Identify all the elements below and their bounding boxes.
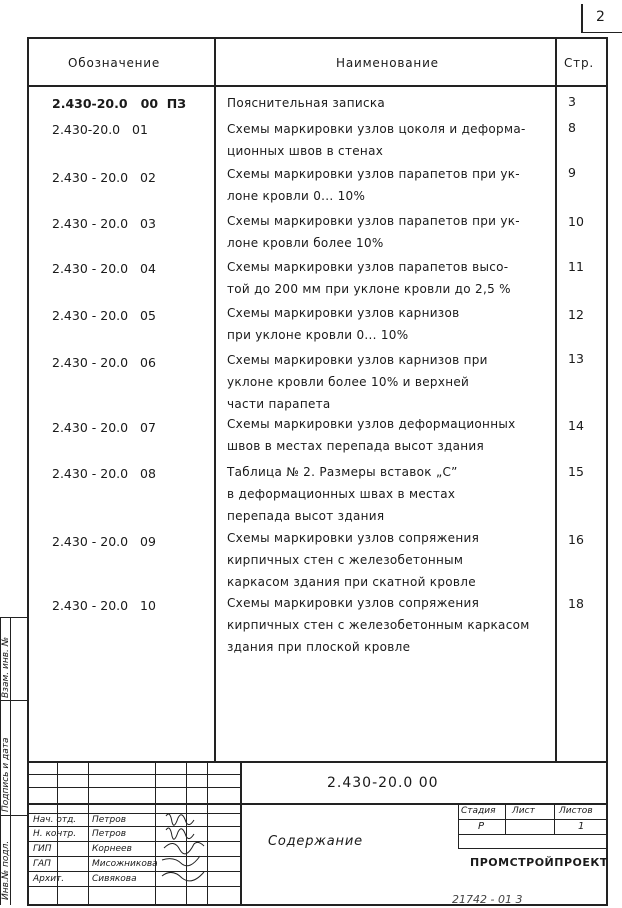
row-name (227, 210, 555, 254)
row-name-line: части парапета (227, 397, 331, 411)
row-name-line: уклоне кровли более 10% и верхней (227, 375, 470, 389)
row-name-line: лоне кровли более 10% (227, 236, 384, 250)
row-code: 2.430 - 20.0 02 (52, 170, 156, 185)
role-label: Нач. отд. (33, 815, 77, 825)
row-page: 15 (568, 464, 584, 479)
row-name-line: Таблица № 2. Размеры вставок „С” (227, 465, 458, 479)
row-page: 11 (568, 259, 584, 274)
row-name (227, 118, 555, 162)
row-code: 2.430 - 20.0 10 (52, 598, 156, 613)
side-stamp-sign-date: Подпись и дата (1, 737, 11, 812)
row-code: 2.430 - 20.0 05 (52, 308, 156, 323)
row-name-line: кирпичных стен с железобетонным каркасом (227, 618, 530, 632)
side-stamp-replace-inv: Взам. инв. № (1, 636, 11, 698)
role-label: ГИП (33, 844, 52, 854)
row-page: 12 (568, 307, 584, 322)
row-name-line: Схемы маркировки узлов карнизов при (227, 353, 488, 367)
row-name-line: швов в местах перепада высот здания (227, 439, 485, 453)
row-name (227, 302, 555, 346)
row-code: 2.430 - 20.0 09 (52, 534, 156, 549)
row-page: 10 (568, 214, 584, 229)
row-name-line: перепада высот здания (227, 509, 385, 523)
role-name: Петров (92, 815, 127, 825)
row-page: 18 (568, 596, 584, 611)
row-name-line: Схемы маркировки узлов сопряжения (227, 531, 480, 545)
row-name-line: здания при плоской кровле (227, 640, 411, 654)
row-name-line: лоне кровли 0... 10% (227, 189, 366, 203)
row-name (227, 461, 555, 527)
row-page: 16 (568, 532, 584, 547)
role-label: ГАП (33, 859, 51, 869)
row-code: 2.430 - 20.0 08 (52, 466, 156, 481)
row-name (227, 592, 555, 658)
row-code: 2.430 - 20.0 06 (52, 355, 156, 370)
row-name-line: Схемы маркировки узлов парапетов при ук- (227, 214, 520, 228)
row-name-line: Схемы маркировки узлов цоколя и деформа- (227, 122, 526, 136)
row-page: 3 (568, 94, 576, 109)
role-name: Мисожникова (92, 859, 158, 869)
row-code: 2.430-20.0 01 (52, 122, 148, 137)
role-label: Н. контр. (33, 829, 77, 839)
row-code: 2.430 - 20.0 07 (52, 420, 156, 435)
row-page: 9 (568, 165, 576, 180)
row-name-line: Схемы маркировки узлов парапетов высо- (227, 260, 509, 274)
role-name: Корнеев (92, 844, 132, 854)
row-name-line: каркасом здания при скатной кровле (227, 575, 476, 589)
row-name (227, 163, 555, 207)
row-name (227, 256, 555, 300)
stage-value: Р (478, 821, 485, 832)
row-name (227, 349, 555, 415)
row-page: 8 (568, 120, 576, 135)
row-name-line: Схемы маркировки узлов деформационных (227, 417, 516, 431)
sheets-label: Листов (559, 806, 593, 816)
row-name-line: Пояснительная записка (227, 96, 386, 110)
row-name-line: ционных швов в стенах (227, 144, 384, 158)
row-page: 13 (568, 351, 584, 366)
header-page: Стр. (564, 56, 595, 70)
organization-name: ПРОМСТРОЙПРОЕКТ (470, 856, 608, 869)
doc-code: 2.430-20.0 00 (327, 775, 439, 791)
row-name-line: той до 200 мм при уклоне кровли до 2,5 % (227, 282, 511, 296)
doc-title: Содержание (268, 834, 363, 849)
row-code: 2.430 - 20.0 04 (52, 261, 156, 276)
stage-label: Стадия (461, 806, 496, 816)
row-name-line: Схемы маркировки узлов сопряжения (227, 596, 480, 610)
row-name (227, 413, 555, 457)
header-name: Наименование (336, 56, 439, 70)
row-code: 2.430 - 20.0 03 (52, 216, 156, 231)
row-name-line: кирпичных стен с железобетонным (227, 553, 464, 567)
role-name: Петров (92, 829, 127, 839)
row-name-line: при уклоне кровли 0... 10% (227, 328, 409, 342)
role-name: Сивякова (92, 874, 137, 884)
row-page: 14 (568, 418, 584, 433)
role-label: Архит. (33, 874, 65, 884)
sheet-label: Лист (512, 806, 535, 816)
header-designation: Обозначение (68, 56, 161, 70)
row-name-line: в деформационных швах в местах (227, 487, 456, 501)
side-stamp-inv-orig: Инв.№ подл. (1, 840, 11, 900)
row-code: 2.430-20.0 00 ПЗ (52, 96, 187, 111)
row-name (227, 92, 555, 114)
signatures-image (158, 808, 218, 898)
row-name (227, 527, 555, 593)
sheets-value: 1 (578, 821, 585, 832)
row-name-line: Схемы маркировки узлов карнизов (227, 306, 460, 320)
sheet-number: 2 (596, 9, 605, 25)
footer-note: 21742 - 01 3 (452, 893, 523, 906)
row-name-line: Схемы маркировки узлов парапетов при ук- (227, 167, 520, 181)
